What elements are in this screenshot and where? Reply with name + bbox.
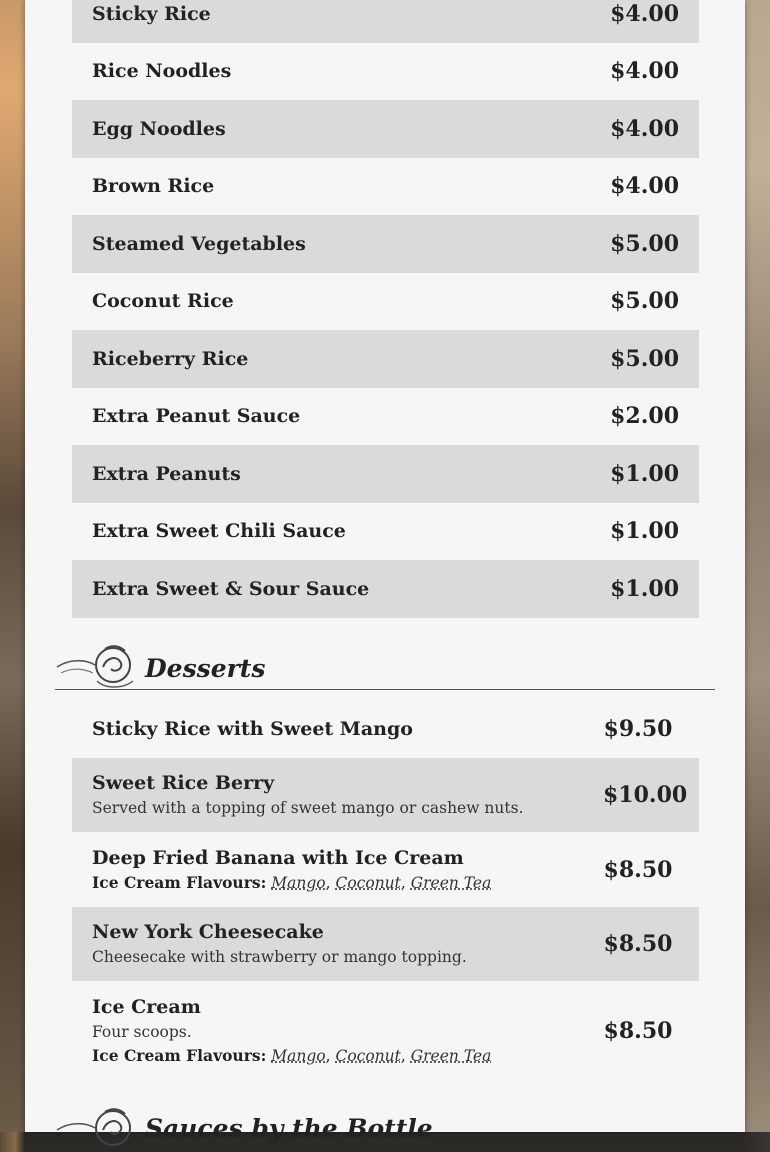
item-price: $4.00 bbox=[610, 0, 679, 27]
item-price: $10.00 bbox=[603, 782, 688, 808]
menu-item bbox=[72, 445, 699, 503]
item-name: Extra Sweet & Sour Sauce bbox=[92, 577, 370, 600]
flavour: Coconut bbox=[335, 873, 401, 892]
menu-item bbox=[72, 158, 699, 216]
item-description: Served with a topping of sweet mango or cashew nuts. bbox=[92, 799, 524, 817]
item-name: Ice Cream bbox=[92, 996, 201, 1018]
item-text bbox=[92, 717, 413, 741]
item-price: $1.00 bbox=[610, 460, 679, 487]
item-price: $4.00 bbox=[610, 115, 679, 142]
sides-list bbox=[72, 0, 699, 618]
item-price: $4.00 bbox=[610, 173, 679, 200]
item-description: Cheesecake with strawberry or mango topping. bbox=[92, 948, 467, 966]
desserts-list bbox=[72, 700, 699, 1081]
menu-item bbox=[72, 388, 699, 446]
item-text bbox=[92, 771, 524, 819]
item-price: $5.00 bbox=[610, 345, 679, 372]
item-name: New York Cheesecake bbox=[92, 921, 324, 943]
item-name: Sticky Rice bbox=[92, 2, 211, 25]
item-name: Extra Peanuts bbox=[92, 462, 241, 485]
background-left bbox=[0, 0, 25, 1132]
section-title: Sauces by the Bottle bbox=[145, 1114, 433, 1143]
item-price: $5.00 bbox=[610, 288, 679, 315]
menu-item bbox=[72, 100, 699, 158]
flavour: Mango bbox=[271, 873, 326, 892]
item-name: Extra Sweet Chili Sauce bbox=[92, 520, 346, 543]
menu-item bbox=[72, 560, 699, 618]
flavours-label: Ice Cream Flavours: bbox=[92, 872, 267, 892]
menu-item bbox=[72, 330, 699, 388]
dessert-item bbox=[72, 981, 699, 1081]
menu-item bbox=[72, 0, 699, 43]
item-flavours: Ice Cream Flavours: Mango, Coconut, Green Tea bbox=[92, 872, 492, 892]
menu-item bbox=[72, 503, 699, 561]
dessert-item bbox=[72, 758, 699, 832]
menu-item bbox=[72, 215, 699, 273]
item-text bbox=[92, 995, 491, 1067]
item-name: Sticky Rice with Sweet Mango bbox=[92, 718, 413, 740]
item-price: $1.00 bbox=[610, 575, 679, 602]
item-name: Coconut Rice bbox=[92, 290, 234, 313]
item-price: $4.00 bbox=[610, 58, 679, 85]
menu-item bbox=[72, 43, 699, 101]
section-header-desserts bbox=[55, 641, 715, 690]
dessert-item bbox=[72, 700, 699, 758]
section-title: Desserts bbox=[145, 654, 266, 683]
item-name: Extra Peanut Sauce bbox=[92, 405, 301, 428]
item-name: Sweet Rice Berry bbox=[92, 772, 275, 794]
item-price: $9.50 bbox=[603, 716, 673, 742]
item-price: $8.50 bbox=[603, 1018, 673, 1044]
flavour: Green Tea bbox=[410, 873, 492, 892]
item-price: $1.00 bbox=[610, 518, 679, 545]
menu-panel bbox=[25, 0, 745, 1143]
item-text bbox=[92, 846, 491, 894]
item-price: $5.00 bbox=[610, 230, 679, 257]
flavour: Coconut bbox=[335, 1047, 401, 1065]
item-name: Steamed Vegetables bbox=[92, 232, 306, 255]
dessert-item bbox=[72, 907, 699, 981]
item-text bbox=[92, 920, 467, 968]
item-flavours: Ice Cream Flavours: Mango, Coconut, Green Tea bbox=[92, 1046, 492, 1065]
item-description: Four scoops. bbox=[92, 1023, 192, 1041]
item-name: Deep Fried Banana with Ice Cream bbox=[92, 846, 464, 869]
flavour: Mango bbox=[271, 1047, 326, 1065]
item-name: Rice Noodles bbox=[92, 60, 232, 83]
dessert-item bbox=[72, 832, 699, 907]
flourish-icon bbox=[55, 1106, 137, 1152]
section-header-sauces bbox=[55, 1104, 715, 1152]
item-name: Riceberry Rice bbox=[92, 347, 249, 370]
item-name: Egg Noodles bbox=[92, 117, 226, 140]
item-name: Brown Rice bbox=[92, 175, 215, 198]
item-price: $2.00 bbox=[610, 403, 679, 430]
item-price: $8.50 bbox=[603, 931, 673, 957]
flavours-label: Ice Cream Flavours: bbox=[92, 1046, 267, 1065]
flourish-icon bbox=[55, 643, 137, 689]
flavour: Green Tea bbox=[410, 1047, 492, 1065]
menu-item bbox=[72, 273, 699, 331]
background-right bbox=[745, 0, 770, 1132]
item-price: $8.50 bbox=[603, 856, 673, 883]
